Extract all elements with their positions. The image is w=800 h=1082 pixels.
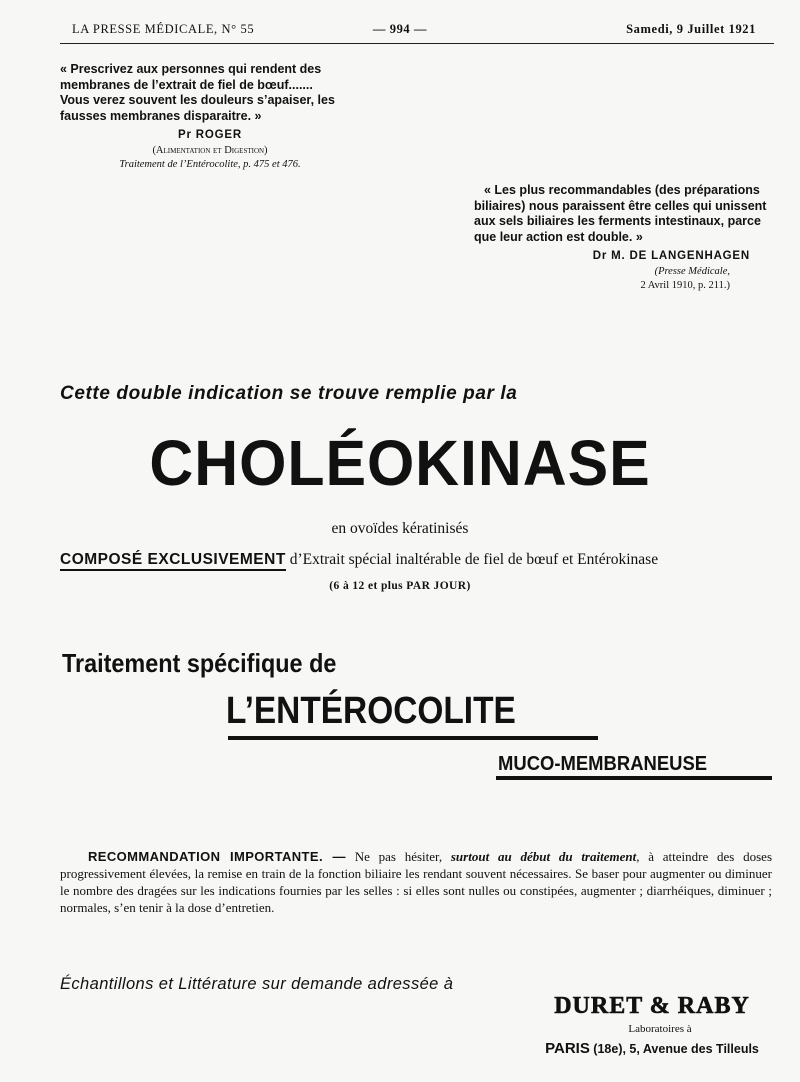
quote-line: « Les plus recommandables (des préparations (484, 183, 760, 197)
treatment-heading: Traitement spécifique de (62, 648, 337, 678)
product-name: CHOLÉOKINASE (149, 427, 651, 499)
quote-line: que leur action est double. » (474, 229, 643, 244)
lead-text: Cette double indication se trouve remplie par la (60, 383, 518, 404)
subtitle-underline (496, 776, 772, 780)
quote-reference: 2 Avril 1910, p. 211.) (640, 279, 730, 291)
disease-underline (228, 736, 598, 740)
laboratories-label: Laboratoires à (628, 1023, 692, 1035)
recommendation (60, 848, 772, 916)
dosage: (6 à 12 et plus PAR JOUR) (329, 580, 471, 592)
composition (60, 551, 658, 569)
recommendation-text: Ne pas hésiter, (345, 849, 451, 864)
recommendation-label: RECOMMANDATION IMPORTANTE. — (88, 849, 346, 864)
quote-source: (Alimentation et Digestion) (152, 144, 268, 156)
product-form: en ovoïdes kératinisés (331, 520, 469, 537)
quote-line: membranes de l’extrait de fiel de bœuf....... (60, 77, 313, 92)
composition-text: d’Extrait spécial inaltérable de fiel de bœuf et Entérokinase (285, 551, 659, 568)
header-rule (60, 43, 774, 44)
quote-line: aux sels biliaires les ferments intestinaux, parce (474, 214, 761, 228)
journal-title: LA PRESSE MÉDICALE, N° 55 (72, 22, 255, 36)
issue-date: Samedi, 9 Juillet 1921 (626, 22, 756, 36)
samples-request: Échantillons et Littérature sur demande adressée à (60, 975, 454, 993)
company-name: DURET & RABY (554, 993, 750, 1019)
page-number: — 994 — (372, 22, 428, 36)
quote-source: (Presse Médicale, (654, 265, 730, 277)
recommendation-text: , à atteindre des doses progressivement élevées, la remise en train de la fonction biliaire les rendant souvent nécessaires. Se baser pour augmenter ou diminuer le nombre des dragées sur les indications fournies par les selles : si elles sont nulles ou constipées, augmenter ; diarrhéiques, diminuer ; normales, s’en tenir à la dose d’entretien. (60, 849, 773, 915)
quote-author: Dr M. DE LANGENHAGEN (592, 250, 750, 262)
quote-line: « Prescrivez aux personnes qui rendent des (60, 62, 322, 76)
composition-label: COMPOSÉ EXCLUSIVEMENT (60, 551, 286, 571)
quote-line: biliaires) nous paraissent être celles qui unissent (474, 198, 767, 213)
disease-subtitle: MUCO-MEMBRANEUSE (498, 752, 708, 775)
company-address (532, 1040, 772, 1057)
quote-author: Pr ROGER (178, 129, 242, 141)
quote-line: fausses membranes disparaitre. » (60, 108, 262, 123)
disease-name: L’ENTÉROCOLITE (226, 690, 516, 732)
quote-reference: Traitement de l’Entérocolite, p. 475 et 476. (119, 158, 301, 170)
quote-line: Vous verez souvent les douleurs s’apaiser, les (60, 93, 335, 107)
quote-langenhagen (474, 183, 774, 293)
address-street: (18e), 5, Avenue des Tilleuls (589, 1042, 759, 1056)
address-city: PARIS (545, 1040, 590, 1057)
recommendation-emphasis: surtout au début du traitement (450, 849, 637, 864)
quote-roger (60, 62, 360, 172)
